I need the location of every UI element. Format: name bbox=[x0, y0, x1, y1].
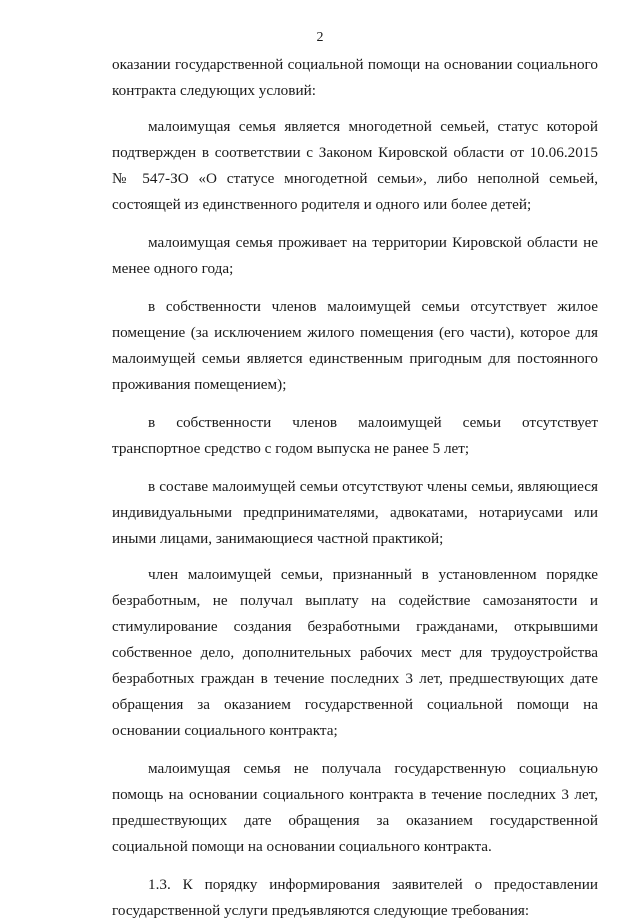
paragraph-vehicle-condition: в собственности членов малоимущей семьи отсутствует транспортное средство с годом выпуска не ранее 5 лет; bbox=[112, 414, 598, 457]
paragraph-housing-condition: в собственности членов малоимущей семьи отсутствует жилое помещение (за исключением жилого помещения (его части), которое для малоимущей семьи является единственным пригодным для постоянного проживания помещением); bbox=[112, 298, 598, 393]
paragraph-unemployed-condition: член малоимущей семьи, признанный в установленном порядке безработным, не получал выплату на содействие самозанятости и стимулирование создания безработными гражданами, открывшими собственное дело, дополнительных рабочих мест для трудоустройства безработных граждан в течение последних 3 лет, предшествующих дате обращения за оказанием государственной социальной помощи на основании социального контракта; bbox=[112, 566, 598, 739]
paragraph-prior-assistance-condition: малоимущая семья не получала государственную социальную помощь на основании социального контракта в течение последних 3 лет, предшествующих дате обращения за оказанием государственной социальной помощи на основании социального контракта. bbox=[112, 760, 598, 855]
paragraph-entrepreneur-condition: в составе малоимущей семьи отсутствуют члены семьи, являющиеся индивидуальными предпринимателями, адвокатами, нотариусами или иными лицами, занимающиеся частной практикой; bbox=[112, 478, 598, 547]
document-body bbox=[112, 52, 598, 924]
paragraph-section-1-3: 1.3. К порядку информирования заявителей о предоставлении государственной услуги предъявляются следующие требования: bbox=[112, 876, 598, 919]
paragraph-continuation: оказании государственной социальной помощи на основании социального контракта следующих условий: bbox=[112, 56, 598, 99]
paragraph-residence-condition: малоимущая семья проживает на территории Кировской области не менее одного года; bbox=[112, 234, 598, 277]
paragraph-large-family-condition: малоимущая семья является многодетной семьей, статус которой подтвержден в соответствии с Законом Кировской области от 10.06.2015 № 547-ЗО «О статусе многодетной семьи», либо неполной семьей, состоящей из единственного родителя и одного или более детей; bbox=[112, 118, 598, 213]
page-number: 2 bbox=[316, 30, 324, 45]
